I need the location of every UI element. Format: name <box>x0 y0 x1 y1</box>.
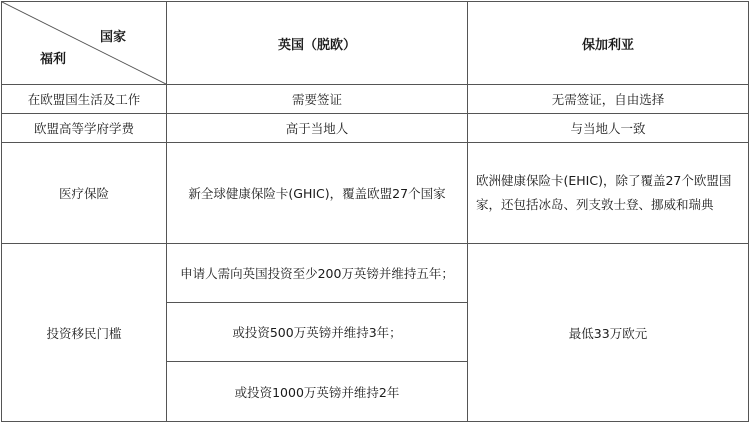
bulgaria-cell: 与当地人一致 <box>468 114 749 143</box>
table-row <box>2 244 749 303</box>
comparison-table <box>1 1 749 422</box>
row-label: 投资移民门槛 <box>2 244 167 422</box>
bulgaria-cell: 最低33万欧元 <box>468 244 749 422</box>
diagonal-divider <box>2 2 166 84</box>
row-label: 欧盟高等学府学费 <box>2 114 167 143</box>
table-row <box>2 114 749 143</box>
uk-cell: 高于当地人 <box>167 114 468 143</box>
header-row <box>2 2 749 85</box>
welfare-label: 福利 <box>40 52 67 67</box>
bulgaria-cell: 欧洲健康保险卡(EHIC)，除了覆盖27个欧盟国家，还包括冰岛、列支敦士登、挪威和瑞典 <box>468 143 749 244</box>
column-header-bulgaria: 保加利亚 <box>468 2 749 85</box>
table-row <box>2 143 749 244</box>
uk-cell: 或投资500万英镑并维持3年； <box>167 303 468 362</box>
column-header-uk: 英国（脱欧） <box>167 2 468 85</box>
corner-header-cell <box>2 2 167 85</box>
uk-cell: 申请人需向英国投资至少200万英镑并维持五年； <box>167 244 468 303</box>
uk-cell: 或投资1000万英镑并维持2年 <box>167 362 468 422</box>
country-label: 国家 <box>99 30 126 45</box>
uk-cell: 新全球健康保险卡(GHIC)，覆盖欧盟27个国家 <box>167 143 468 244</box>
table-row <box>2 85 749 114</box>
row-label: 在欧盟国生活及工作 <box>2 85 167 114</box>
uk-cell: 需要签证 <box>167 85 468 114</box>
bulgaria-cell: 无需签证，自由选择 <box>468 85 749 114</box>
row-label: 医疗保险 <box>2 143 167 244</box>
